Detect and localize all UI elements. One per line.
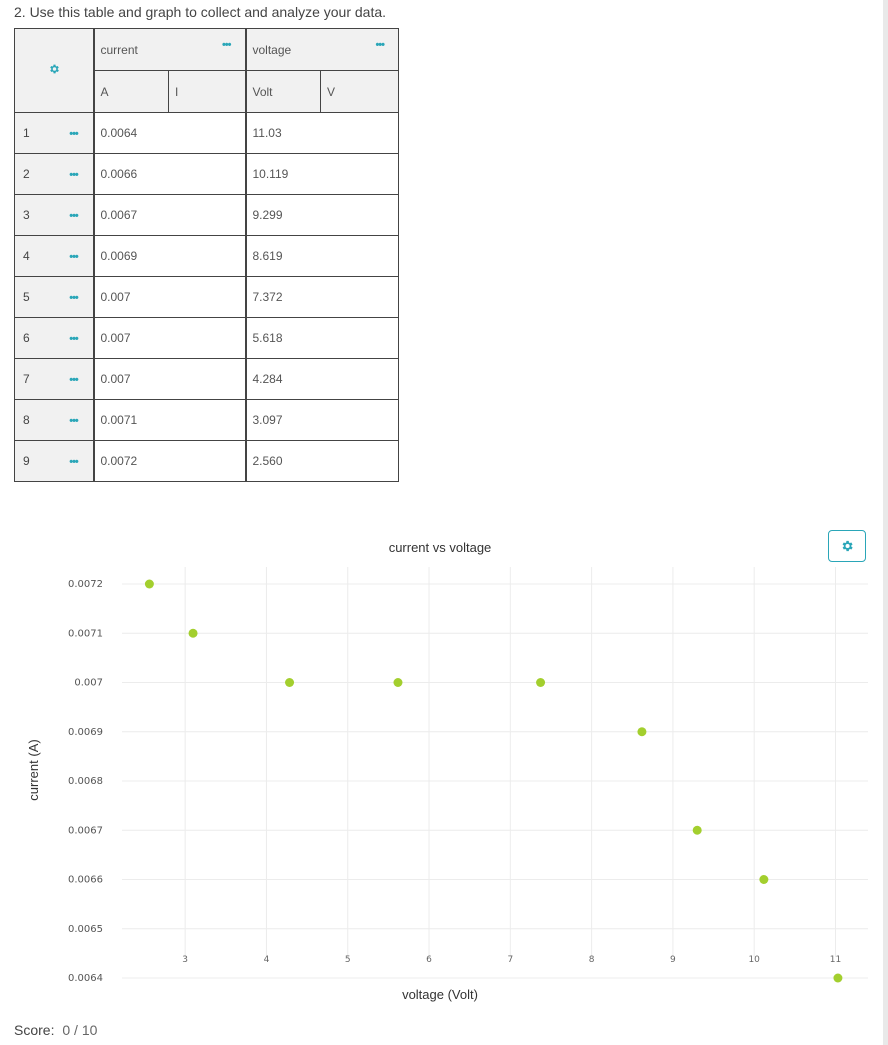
chart-title: current vs voltage [388,540,492,555]
current-cell[interactable]: 0.0072 [94,441,246,482]
y-tick-label: 0.0069 [68,726,103,738]
current-cell[interactable]: 0.007 [94,277,246,318]
more-dots-icon[interactable]: ••• [69,333,78,345]
gear-icon[interactable] [48,63,60,75]
data-point [693,826,702,835]
y-tick-label: 0.0065 [68,923,103,935]
table-row [15,441,399,482]
y-tick-label: 0.0071 [68,628,103,640]
table-settings-cell [15,29,94,113]
more-dots-icon[interactable]: ••• [375,39,384,51]
y-tick-label: 0.0064 [68,973,103,984]
x-tick-label: 7 [507,955,514,965]
y-tick-label: 0.0068 [68,776,103,787]
more-dots-icon[interactable]: ••• [69,415,78,427]
table-row [15,318,399,359]
x-tick-label: 6 [426,955,432,965]
current-cell[interactable]: 0.007 [94,318,246,359]
symbol-cell-voltage[interactable]: V [321,71,399,113]
y-tick-label: 0.007 [74,677,103,689]
voltage-cell[interactable]: 2.560 [246,441,399,482]
current-cell[interactable]: 0.0069 [94,236,246,277]
more-dots-icon[interactable]: ••• [69,456,78,468]
unit-cell-current[interactable]: A [94,71,169,113]
row-number: 3 [15,195,55,236]
voltage-cell[interactable]: 3.097 [246,400,399,441]
question-prompt: 2. Use this table and graph to collect and analyze your data. [14,4,387,20]
column-name-current: current [100,42,138,57]
voltage-cell[interactable]: 5.618 [246,318,399,359]
data-point [759,875,768,884]
table-row [15,195,399,236]
data-point [189,629,198,638]
score-label: Score: [14,1022,55,1038]
symbol-cell-current[interactable]: I [169,71,246,113]
data-point [833,974,842,983]
more-dots-icon[interactable]: ••• [69,374,78,386]
voltage-cell[interactable]: 4.284 [246,359,399,400]
more-dots-icon[interactable]: ••• [69,210,78,222]
y-axis-label: current (A) [26,739,41,801]
voltage-cell[interactable]: 9.299 [246,195,399,236]
data-point [536,678,545,687]
column-name-voltage: voltage [252,42,292,57]
data-point [637,727,646,736]
row-number: 8 [15,400,55,441]
row-number: 4 [15,236,55,277]
y-tick-label: 0.0067 [68,825,103,837]
row-number: 2 [15,154,55,195]
data-table [14,28,399,482]
row-number: 5 [15,277,55,318]
table-row [15,154,399,195]
row-number: 1 [15,113,55,154]
voltage-cell[interactable]: 8.619 [246,236,399,277]
x-tick-label: 4 [263,955,270,965]
x-tick-label: 10 [748,955,760,965]
column-header-voltage[interactable] [246,29,399,71]
chart-svg [0,528,888,1008]
x-axis-label: voltage (Volt) [402,987,478,1002]
data-point [285,678,294,687]
y-tick-label: 0.0072 [68,579,103,590]
table-row [15,113,399,154]
score-value: 0 / 10 [62,1022,98,1038]
current-cell[interactable]: 0.0071 [94,400,246,441]
x-tick-label: 11 [829,955,842,965]
table-row [15,236,399,277]
more-dots-icon[interactable]: ••• [69,251,78,263]
chart-settings-button[interactable] [828,530,866,562]
table-row [15,359,399,400]
voltage-cell[interactable]: 11.03 [246,113,399,154]
current-cell[interactable]: 0.0067 [94,195,246,236]
current-cell[interactable]: 0.0064 [94,113,246,154]
current-cell[interactable]: 0.007 [94,359,246,400]
scatter-chart [0,528,888,1008]
x-tick-label: 8 [588,955,595,965]
more-dots-icon[interactable]: ••• [221,39,231,51]
current-cell[interactable]: 0.0066 [94,154,246,195]
more-dots-icon[interactable]: ••• [69,169,78,181]
x-tick-label: 3 [182,955,189,965]
score-display [14,1022,97,1038]
column-header-current[interactable] [94,29,246,71]
data-point [393,678,402,687]
table-row [15,277,399,318]
unit-cell-voltage[interactable]: Volt [246,71,321,113]
more-dots-icon[interactable]: ••• [69,128,78,140]
x-tick-label: 5 [344,955,351,965]
row-number: 7 [15,359,55,400]
y-tick-label: 0.0066 [68,874,103,886]
more-dots-icon[interactable]: ••• [69,292,78,304]
gear-icon [840,539,854,553]
data-point [145,580,154,589]
row-number: 9 [15,441,55,482]
voltage-cell[interactable]: 7.372 [246,277,399,318]
table-row [15,400,399,441]
x-tick-label: 9 [670,955,676,965]
voltage-cell[interactable]: 10.119 [246,154,399,195]
row-number: 6 [15,318,55,359]
